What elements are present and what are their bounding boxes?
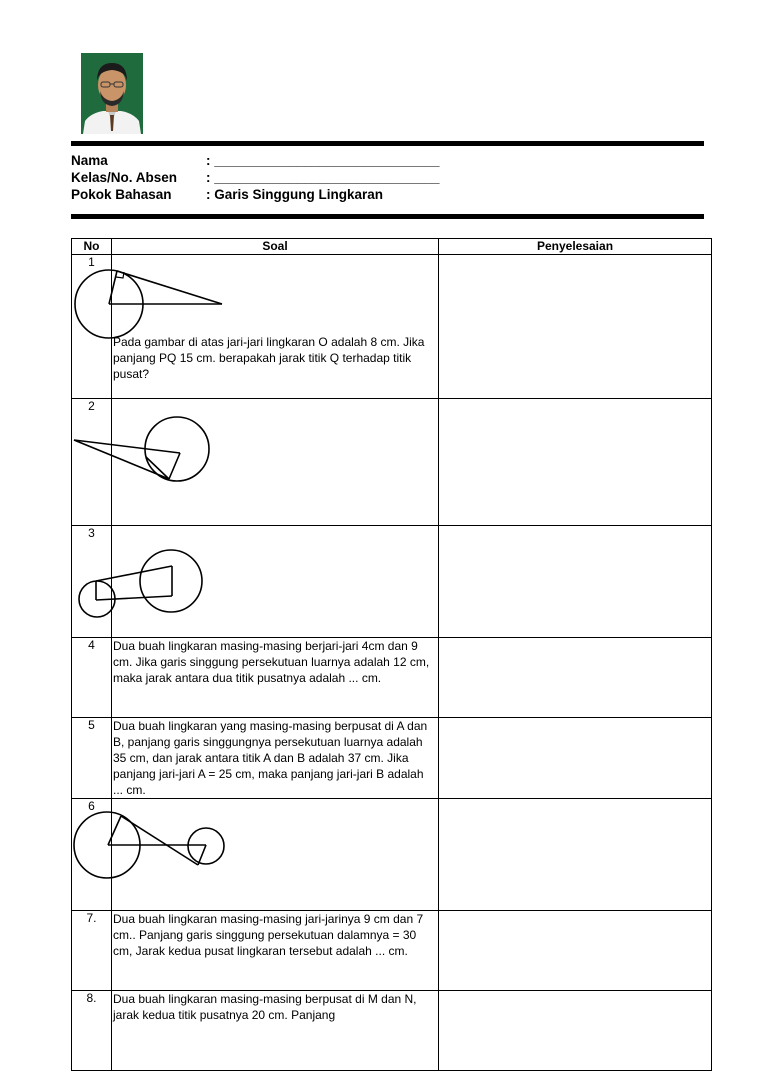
info-value: : ______________________________ [206,153,440,168]
question-number: 8. [72,991,112,1071]
question-text: Dua buah lingkaran masing-masing jari-jarinya 9 cm dan 7 cm.. Panjang garis singgung persekutuan dalamnya = 30 cm, Jarak kedua pusat lingkaran tersebut adalah ... cm. [113,912,424,958]
info-value: : ______________________________ [206,170,440,185]
question-cell [112,799,439,911]
table-row [72,911,712,991]
header-rule-top [71,141,704,146]
question-text: Dua buah lingkaran yang masing-masing berpusat di A dan B, panjang garis singgungnya persekutuan luarnya adalah 35 cm, dan jarak antara titik A dan B adalah 37 cm. Jika panjang jari-jari A = 25 cm, maka panjang jari-jari B adalah ... cm. [113,719,428,797]
question-number: 2 [72,399,112,526]
tangent-figure-6 [72,809,252,909]
answer-cell[interactable] [439,718,712,799]
header-penyelesaian: Penyelesaian [439,239,712,255]
question-cell [112,911,439,991]
info-label: Pokok Bahasan [71,187,172,202]
table-header-row [72,239,712,255]
author-photo [81,53,143,134]
table-row [72,718,712,799]
answer-cell[interactable] [439,911,712,991]
question-cell [112,255,439,399]
tangent-figure-3 [72,540,252,640]
table-row [72,799,712,911]
question-cell [112,526,439,638]
answer-cell[interactable] [439,255,712,399]
tangent-figure-1 [72,255,232,345]
question-text: Dua buah lingkaran masing-masing berpusat di M dan N, jarak kedua titik pusatnya 20 cm. Panjang [113,992,417,1022]
question-number: 7. [72,911,112,991]
question-number: 6 [72,799,112,911]
table-row [72,399,712,526]
question-number: 5 [72,718,112,799]
answer-cell[interactable] [439,991,712,1071]
info-label: Kelas/No. Absen [71,170,178,185]
question-number: 3 [72,526,112,638]
question-cell [112,718,439,799]
table-row [72,255,712,399]
question-table [71,238,712,1071]
question-cell [112,991,439,1071]
header-soal: Soal [112,239,439,255]
info-value: : Garis Singgung Lingkaran [206,187,384,202]
tangent-figure-2 [72,409,252,509]
question-number: 4 [72,638,112,718]
table-row [72,526,712,638]
table-row [72,991,712,1071]
question-text: Pada gambar di atas jari-jari lingkaran O adalah 8 cm. Jika panjang PQ 15 cm. berapakah jarak titik Q terhadap titik pusat? [113,335,425,381]
header-rule-bottom [71,214,704,219]
question-cell [112,638,439,718]
question-cell [112,399,439,526]
header-no: No [72,239,112,255]
answer-cell[interactable] [439,799,712,911]
question-number: 1 [72,255,112,399]
answer-cell[interactable] [439,526,712,638]
answer-cell[interactable] [439,399,712,526]
table-row [72,638,712,718]
answer-cell[interactable] [439,638,712,718]
question-text: Dua buah lingkaran masing-masing berjari-jari 4cm dan 9 cm. Jika garis singgung persekutuan luarnya adalah 12 cm, maka jarak antara dua titik pusatnya adalah ... cm. [113,639,430,685]
info-label: Nama [71,153,108,168]
